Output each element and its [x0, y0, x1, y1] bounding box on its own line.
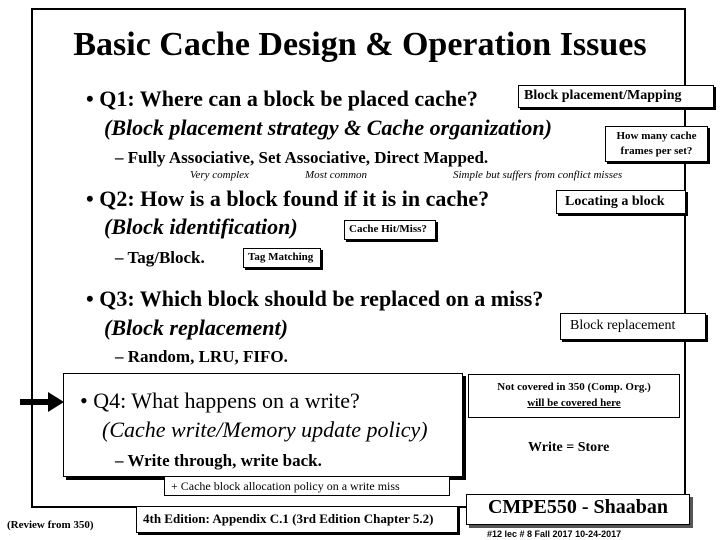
- slide-info: #12 lec # 8 Fall 2017 10-24-2017: [487, 529, 622, 539]
- q2-question: • Q2: How is a block found if it is in cache?: [86, 186, 490, 211]
- q3-answer: – Random, LRU, FIFO.: [115, 347, 288, 366]
- locating-block-box: Locating a block: [556, 190, 686, 214]
- edition-box: 4th Edition: Appendix C.1 (3rd Edition Chapter 5.2): [136, 506, 458, 533]
- note-very-complex: Very complex: [190, 169, 249, 181]
- q3-question: • Q3: Which block should be replaced on a miss?: [86, 286, 544, 311]
- q3-subtitle: (Block replacement): [104, 315, 288, 340]
- tag-matching-box: Tag Matching: [243, 248, 321, 268]
- q2-subtitle: (Block identification): [104, 214, 298, 239]
- slide-title: Basic Cache Design & Operation Issues: [73, 26, 647, 63]
- frames-per-set-line2: frames per set?: [620, 145, 693, 157]
- not-covered-note: [468, 374, 680, 418]
- note-conflict-misses: Simple but suffers from conflict misses: [453, 169, 623, 181]
- cache-hit-miss-box: Cache Hit/Miss?: [344, 220, 436, 240]
- q4-subtitle: (Cache write/Memory update policy): [102, 417, 428, 442]
- q1-subtitle: (Block placement strategy & Cache organization): [104, 115, 552, 140]
- not-covered-line2: will be covered here: [527, 397, 621, 409]
- q4-answer: – Write through, write back.: [115, 451, 322, 470]
- course-brand: CMPE550 - Shaaban: [466, 494, 690, 525]
- q4-question: • Q4: What happens on a write?: [80, 388, 360, 413]
- q1-answer: – Fully Associative, Set Associative, Direct Mapped.: [115, 148, 489, 167]
- frames-per-set-line1: How many cache: [616, 130, 697, 142]
- note-most-common: Most common: [305, 169, 368, 181]
- not-covered-line1: Not covered in 350 (Comp. Org.): [497, 381, 651, 393]
- q1-question: • Q1: Where can a block be placed cache?: [86, 86, 478, 111]
- review-note: (Review from 350): [7, 519, 94, 531]
- pointer-arrow-icon: [20, 392, 64, 412]
- block-placement-box: Block placement/Mapping: [518, 85, 714, 108]
- write-store-note: Write = Store: [528, 440, 610, 455]
- block-replacement-box: Block replacement: [560, 313, 706, 340]
- frames-per-set-box: [605, 126, 708, 162]
- q2-answer: – Tag/Block.: [115, 248, 205, 267]
- alloc-policy-box: + Cache block allocation policy on a write miss: [164, 476, 450, 496]
